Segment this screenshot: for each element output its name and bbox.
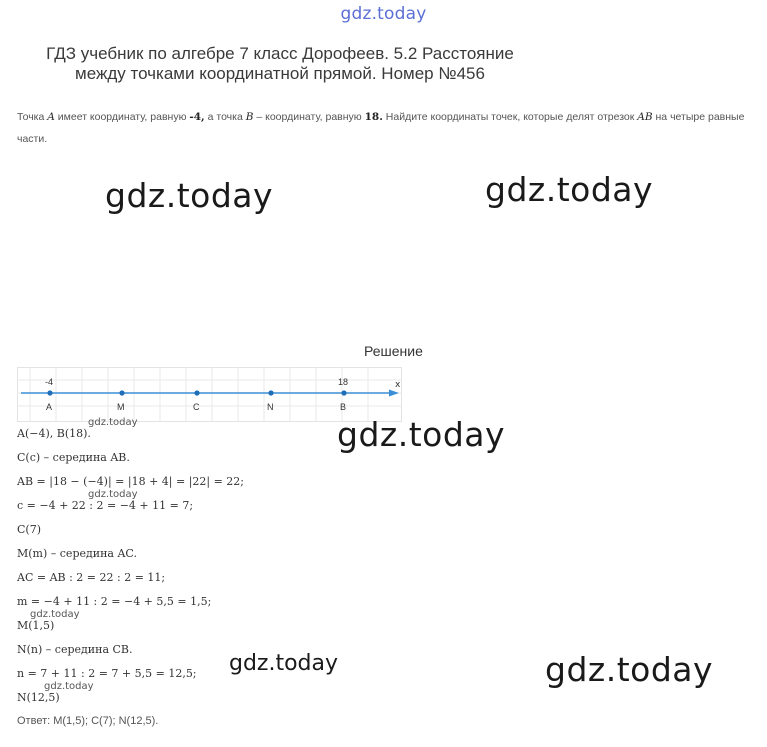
solution-step: AC = AB : 2 = 22 : 2 = 11; [17,571,166,584]
task-part: Точка [17,111,48,123]
task-part: Найдите координаты точек, которые делят отрезок [382,111,638,123]
value-label-a: -4 [45,377,54,387]
solution-step: A(−4), B(18). [17,427,91,440]
task-part: а точка [204,111,246,123]
point-a-label: A [46,402,53,412]
number-line-figure [17,367,402,422]
point-b-label: B [340,402,347,412]
watermark: gdz.today [545,650,714,689]
solution-step: N(n) – середина CB. [17,643,133,656]
point-m-label: M [117,402,125,412]
watermark: gdz.today [485,170,654,209]
task-part: на четыре равные части. [17,111,745,145]
solution-step: C(7) [17,523,41,536]
watermark: gdz.today [105,176,274,215]
solution-step: N(12,5) [17,691,60,704]
point-c-label: C [193,402,200,412]
site-logo[interactable]: gdz.today [340,4,427,24]
solution-step: M(m) – середина AC. [17,547,137,560]
task-segment-ab: AB [637,111,653,123]
solution-step: m = −4 + 11 : 2 = −4 + 5,5 = 1,5; [17,595,212,608]
page-title [30,44,530,84]
solution-step: AB = |18 − (−4)| = |18 + 4| = |22| = 22; [17,475,245,488]
point-n-dot [268,390,273,395]
point-c-dot [194,390,199,395]
task-text [17,106,757,150]
answer-line: Ответ: M(1,5); C(7); N(12,5). [17,715,159,727]
watermark: gdz.today [229,651,339,676]
solution-step: M(1,5) [17,619,55,632]
task-part: имеет координату, равную [54,111,190,123]
watermark: gdz.today [337,415,506,454]
task-point-a: A [47,111,55,123]
task-value-b: 18. [364,111,383,123]
watermark-small: gdz.today [30,609,80,620]
watermark-small: gdz.today [44,681,94,692]
watermark-small: gdz.today [88,489,138,500]
solution-step: n = 7 + 11 : 2 = 7 + 5,5 = 12,5; [17,667,197,680]
point-n-label: N [267,402,274,412]
value-label-b: 18 [338,377,349,387]
point-m-dot [119,390,124,395]
solution-heading: Решение [364,343,423,359]
watermark-small: gdz.today [88,417,138,428]
task-value-a: -4, [189,111,205,123]
point-b-dot [341,390,346,395]
axis-arrow [389,390,399,397]
page-title-line-1: ГДЗ учебник по алгебре 7 класс Дорофеев. 5.2 Расстояние [46,44,514,63]
axis-label: x [395,380,401,390]
page-title-line-2: между точками координатной прямой. Номер №456 [75,64,485,83]
point-a-dot [47,390,52,395]
task-part: – координату, равную [253,111,365,123]
task-point-b: B [245,111,254,123]
solution-step: c = −4 + 22 : 2 = −4 + 11 = 7; [17,499,194,512]
solution-step: C(c) – середина AB. [17,451,130,464]
